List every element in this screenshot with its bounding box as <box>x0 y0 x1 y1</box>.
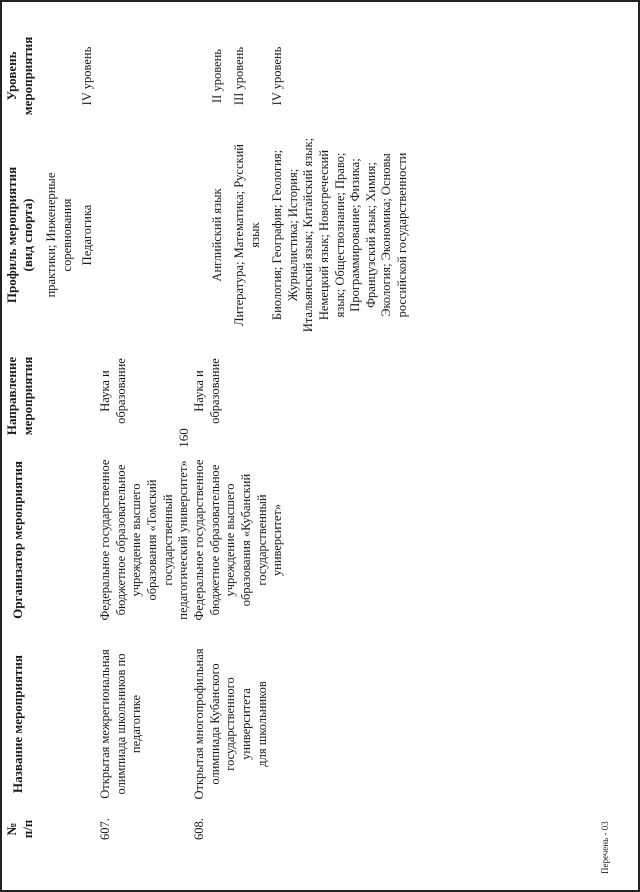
header-number: № п/п <box>4 819 36 839</box>
row-organizer: Федеральное государственное бюджетное образовательное учреждение высшего образования «Томский государственный педагогический университет» <box>98 459 191 621</box>
row-profile: Литература; Математика; Русский язык <box>232 144 262 326</box>
row-profile: Английский язык <box>210 188 224 282</box>
row-level: IV уровень <box>80 46 94 106</box>
header-level: Уровень мероприятия <box>4 36 36 116</box>
row-event-name: Открытая межрегиональная олимпиада школьников по педагогике <box>98 649 144 799</box>
row-direction: Наука и образование <box>192 358 222 424</box>
row-event-name: Открытая многопрофильная олимпиада Кубанского государственного университета для школьников <box>192 648 269 800</box>
row-profile: Биология; География; Геология; Журналистика; История; Итальянский язык; Китайский язык; Немецкий язык; Новогреческий язык; Обществознание; Право; Программирование; Физика; Французский язык; Химия; Экология; Экономика; Основы российской государственности <box>270 137 409 333</box>
header-organizer: Организатор мероприятия <box>10 461 25 619</box>
row-level: III уровень <box>232 46 246 106</box>
row-number: 607. <box>98 818 112 840</box>
row-profile: Педагогика <box>80 204 94 266</box>
continuation-profile: практики; Инженерные соревнования <box>44 172 74 298</box>
row-level: IV уровень <box>270 46 284 106</box>
header-event-name: Название мероприятия <box>10 655 25 793</box>
row-direction: Наука и образование <box>98 358 128 424</box>
footer-note: Перечень - 03 <box>600 821 610 874</box>
header-direction: Направление мероприятия <box>4 356 36 436</box>
page-number: 160 <box>176 428 191 448</box>
row-level: II уровень <box>210 49 224 103</box>
row-number: 608. <box>192 818 206 840</box>
row-organizer: Федеральное государственное бюджетное образовательное учреждение высшего образования «Кубанский государственный университет» <box>192 459 285 621</box>
header-profile: Профиль мероприятия (вид спорта) <box>4 166 36 304</box>
